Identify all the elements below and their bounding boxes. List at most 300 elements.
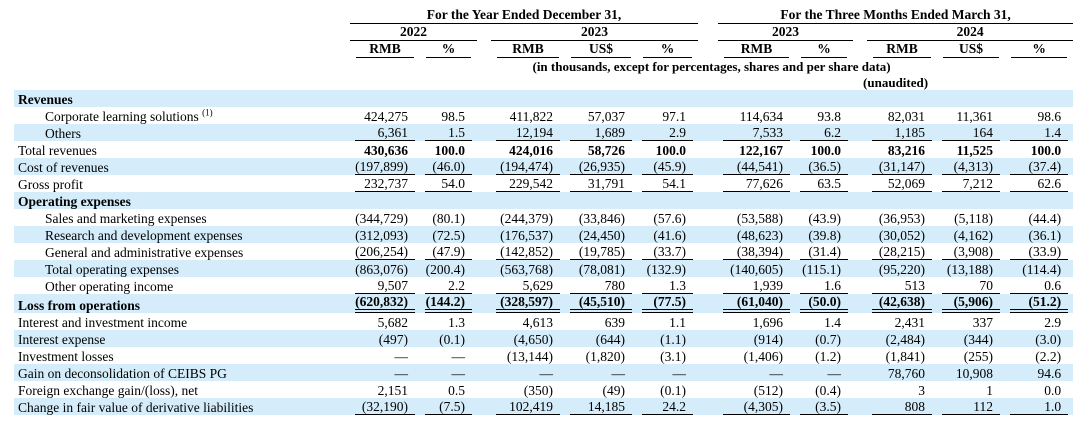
table-row	[14, 330, 1073, 347]
column-gap	[477, 141, 491, 158]
cell-value	[565, 192, 637, 209]
cell-value: 6,361	[350, 124, 420, 141]
column-gap	[477, 158, 491, 175]
cell-value: 639	[604, 315, 625, 330]
cell-value: (206,254)	[350, 243, 420, 260]
cell-value: 7,212	[937, 175, 1005, 192]
cell-value	[1005, 192, 1073, 209]
cell-value: 1.0	[1005, 398, 1073, 415]
cell-value: 98.5	[441, 109, 465, 124]
column-gap	[477, 243, 491, 260]
cell-value: 63.5	[795, 175, 853, 192]
row-label	[14, 209, 350, 226]
period-2023-year	[491, 24, 698, 41]
column-gap	[853, 192, 867, 209]
cell-value: (19,785)	[565, 243, 637, 260]
cell-value: (344,729)	[355, 211, 408, 226]
unaudited-row	[14, 74, 1073, 90]
cell-value: (13,188)	[946, 262, 994, 277]
cell-value: 54.0	[420, 175, 477, 192]
row-label	[14, 158, 350, 175]
column-gap	[853, 90, 867, 107]
cell-value: (142,852)	[491, 243, 565, 260]
col-2023y-pct: %	[637, 41, 698, 58]
row-label-text: Sales and marketing expenses	[45, 211, 207, 226]
cell-value: —	[672, 366, 687, 381]
table-row	[14, 398, 1073, 415]
cell-value: 1,939	[718, 277, 795, 294]
row-label-text: Revenues	[18, 92, 73, 107]
cell-value	[637, 90, 698, 107]
cell-value: 4,613	[522, 315, 553, 330]
year-section-title-text: For the Year Ended December 31,	[350, 7, 698, 24]
row-label-text: Research and development expenses	[45, 228, 243, 243]
cell-value: 0.5	[448, 383, 465, 398]
cell-value: (32,190)	[350, 398, 420, 415]
row-label-text: Cost of revenues	[18, 160, 109, 175]
cell-value: 98.6	[1037, 109, 1062, 124]
cell-value: (31,147)	[867, 158, 937, 175]
cell-value	[350, 90, 420, 107]
cell-value: 780	[565, 277, 637, 294]
cell-value: (3,908)	[937, 243, 1005, 260]
cell-value: 2.9	[1044, 315, 1062, 330]
units-note	[350, 58, 1073, 74]
cell-value: —	[451, 349, 465, 364]
cell-value: (0.4)	[815, 383, 842, 398]
row-label	[14, 243, 350, 260]
cell-value: (132.9)	[646, 262, 687, 277]
cell-value	[937, 90, 1005, 107]
cell-value: —	[827, 366, 842, 381]
cell-value: 10,908	[955, 366, 994, 381]
table-row	[14, 260, 1073, 277]
cell-value: (28,215)	[867, 243, 937, 260]
cell-value: (1,406)	[743, 349, 784, 364]
cell-value	[491, 90, 565, 107]
cell-value: (95,220)	[878, 262, 926, 277]
column-gap	[853, 381, 867, 398]
cell-value: (114.4)	[1022, 262, 1062, 277]
cell-value: 6.2	[795, 124, 853, 141]
column-gap	[698, 364, 718, 381]
cell-value: (620,832)	[350, 294, 420, 313]
row-label-text: Interest and investment income	[18, 315, 188, 330]
cell-value: 0.0	[1044, 383, 1062, 398]
cell-value: (4,313)	[937, 158, 1005, 175]
cell-value: (144.2)	[420, 294, 477, 313]
group-gap	[853, 41, 867, 58]
cell-value: (255)	[963, 349, 994, 364]
table-row	[14, 209, 1073, 226]
column-gap	[853, 243, 867, 260]
cell-value: 24.2	[637, 398, 698, 415]
row-label-text: General and administrative expenses	[45, 245, 244, 260]
column-gap	[698, 226, 718, 243]
cell-value: (140,605)	[730, 262, 784, 277]
cell-value: 1.6	[795, 277, 853, 294]
table-row	[14, 226, 1073, 243]
cell-value: (7.5)	[420, 398, 477, 415]
cell-value: 229,542	[491, 175, 565, 192]
cell-value: 93.8	[817, 109, 842, 124]
section-gap	[698, 24, 718, 41]
cell-value: (244,379)	[500, 211, 553, 226]
row-label-text: Gross profit	[18, 177, 83, 192]
table-row	[14, 175, 1073, 192]
cell-value: (350)	[523, 383, 553, 398]
cell-value: 100.0	[810, 143, 842, 158]
column-gap	[477, 107, 491, 124]
row-label-text: Foreign exchange gain/(loss), net	[18, 383, 198, 398]
column-gap	[698, 330, 718, 347]
cell-value: (36.5)	[795, 158, 853, 175]
cell-value: 2,151	[377, 383, 408, 398]
cell-value	[491, 192, 565, 209]
cell-value	[795, 192, 853, 209]
column-gap	[477, 175, 491, 192]
cell-value: 11,361	[956, 109, 994, 124]
table-row	[14, 192, 1073, 209]
column-gap	[477, 381, 491, 398]
cell-value: (344)	[963, 332, 994, 347]
col-2022-pct: %	[420, 41, 477, 58]
col-2023y-usd: US$	[565, 41, 637, 58]
cell-value: 70	[937, 277, 1005, 294]
cell-value: (38,394)	[718, 243, 795, 260]
period-row	[14, 24, 1073, 41]
cell-value: 164	[937, 124, 1005, 141]
cell-value: 337	[972, 315, 994, 330]
units-note-text: (in thousands, except for percentages, shares and per share data)	[532, 59, 891, 74]
column-gap	[477, 313, 491, 330]
cell-value: (5,906)	[937, 294, 1005, 313]
column-gap	[698, 90, 718, 107]
year-section-title	[350, 7, 698, 24]
cell-value: (50.0)	[795, 294, 853, 313]
table-row	[14, 381, 1073, 398]
cell-value: 77,626	[718, 175, 795, 192]
cell-value: (914)	[753, 332, 784, 347]
cell-value: (1.2)	[815, 349, 842, 364]
column-gap	[698, 347, 718, 364]
cell-value: 78,760	[887, 366, 926, 381]
cell-value	[867, 90, 937, 107]
cell-value: 9,507	[350, 277, 420, 294]
row-label-text: Investment losses	[18, 349, 114, 364]
cell-value: —	[611, 366, 625, 381]
cell-value: (3.1)	[660, 349, 687, 364]
table-row	[14, 277, 1073, 294]
cell-value: 1.4	[1005, 124, 1073, 141]
col-2024-rmb: RMB	[867, 41, 937, 58]
section-title-row	[14, 7, 1073, 24]
col-2024-pct: %	[1005, 41, 1073, 58]
cell-value: 411,822	[509, 109, 553, 124]
cell-value: (36,953)	[878, 211, 926, 226]
cell-value: (78,081)	[578, 262, 625, 277]
row-label-text: Loss from operations	[18, 298, 141, 313]
cell-value: 100.0	[655, 143, 687, 158]
cell-value: (45,510)	[565, 294, 637, 313]
col-2024-usd: US$	[937, 41, 1005, 58]
footnote-marker: (1)	[202, 107, 213, 118]
column-gap	[853, 260, 867, 277]
cell-value: (26,935)	[565, 158, 637, 175]
cell-value: —	[394, 349, 408, 364]
cell-value: 1	[986, 383, 994, 398]
cell-value: (33.7)	[637, 243, 698, 260]
cell-value: (30,052)	[878, 228, 926, 243]
group-gap	[477, 24, 491, 41]
row-label	[14, 313, 350, 330]
column-gap	[698, 260, 718, 277]
cell-value: (4,650)	[513, 332, 553, 347]
column-gap	[477, 192, 491, 209]
cell-value: 430,636	[364, 143, 408, 158]
cell-value: (2,484)	[885, 332, 926, 347]
table-row	[14, 294, 1073, 313]
cell-value: 57,037	[587, 109, 625, 124]
quarter-section-title-text: For the Three Months Ended March 31,	[718, 7, 1073, 24]
cell-value: (863,076)	[355, 262, 408, 277]
cell-value: 54.1	[637, 175, 698, 192]
cell-value: (328,597)	[491, 294, 565, 313]
row-label	[14, 364, 350, 381]
unaudited-text: (unaudited)	[863, 75, 929, 90]
cell-value: 424,275	[364, 109, 408, 124]
row-label	[14, 260, 350, 277]
cell-value: 513	[867, 277, 937, 294]
cell-value: 5,682	[377, 315, 408, 330]
cell-value: 1.3	[637, 277, 698, 294]
cell-value: 1.1	[669, 315, 687, 330]
cell-value: 3	[918, 383, 926, 398]
cell-value	[420, 90, 477, 107]
period-label: 2023	[491, 24, 698, 41]
units-note-row	[14, 58, 1073, 74]
row-label-text: Interest expense	[18, 332, 106, 347]
cell-value: (512)	[753, 383, 784, 398]
cell-value: 97.1	[662, 109, 687, 124]
cell-value: (45.9)	[637, 158, 698, 175]
cell-value: (57.6)	[653, 211, 687, 226]
row-label	[14, 294, 350, 313]
column-gap	[698, 398, 718, 415]
column-gap	[853, 330, 867, 347]
cell-value: (36.1)	[1028, 228, 1062, 243]
cell-value	[937, 192, 1005, 209]
cell-value: 14,185	[565, 398, 637, 415]
row-label	[14, 226, 350, 243]
row-label	[14, 107, 350, 124]
cell-value: (312,093)	[355, 228, 408, 243]
group-gap	[477, 41, 491, 58]
cell-value: (49)	[602, 383, 625, 398]
cell-value: 83,216	[887, 143, 926, 158]
row-label	[14, 141, 350, 158]
row-label	[14, 192, 350, 209]
section-gap	[698, 41, 718, 58]
group-gap	[853, 24, 867, 41]
cell-value: 102,419	[491, 398, 565, 415]
cell-value: (37.4)	[1005, 158, 1073, 175]
column-gap	[477, 226, 491, 243]
period-2022	[350, 24, 477, 41]
cell-value: 58,726	[587, 143, 625, 158]
cell-value: (53,588)	[736, 211, 784, 226]
cell-value: (200.4)	[425, 262, 465, 277]
row-label-text: Others	[45, 126, 81, 141]
cell-value: 112	[937, 398, 1005, 415]
cell-value: 100.0	[434, 143, 465, 158]
cell-value: 11,525	[956, 143, 994, 158]
cell-value: (61,040)	[718, 294, 795, 313]
cell-value: 82,031	[887, 109, 926, 124]
table-header	[14, 7, 1073, 90]
cell-value: 2,431	[894, 315, 926, 330]
col-2023q-rmb: RMB	[718, 41, 795, 58]
cell-value	[637, 192, 698, 209]
table-row	[14, 107, 1073, 124]
cell-value: (77.5)	[637, 294, 698, 313]
cell-value: 1.5	[420, 124, 477, 141]
cell-value: 232,737	[350, 175, 420, 192]
row-label-text: Gain on deconsolidation of CEIBS PG	[18, 366, 227, 381]
cell-value: 808	[867, 398, 937, 415]
label-column-spacer	[14, 58, 350, 74]
col-2023q-pct: %	[795, 41, 853, 58]
column-gap	[698, 158, 718, 175]
unaudited-spacer	[14, 74, 718, 90]
table-row	[14, 313, 1073, 330]
cell-value: (24,450)	[578, 228, 625, 243]
cell-value: (39.8)	[808, 228, 842, 243]
row-label	[14, 175, 350, 192]
cell-value: (115.1)	[802, 262, 842, 277]
period-label: 2023	[718, 24, 853, 41]
column-gap	[477, 294, 491, 313]
cell-value: —	[451, 366, 465, 381]
label-column-spacer	[14, 24, 350, 41]
cell-value: (0.7)	[815, 332, 842, 347]
cell-value: 12,194	[491, 124, 565, 141]
cell-value: (43.9)	[808, 211, 842, 226]
cell-value: 114,634	[739, 109, 784, 124]
row-label	[14, 90, 350, 107]
cell-value: 122,167	[739, 143, 784, 158]
row-label-text: Operating expenses	[18, 194, 131, 209]
cell-value: 424,016	[509, 143, 553, 158]
column-gap	[477, 364, 491, 381]
cell-value: (48,623)	[736, 228, 784, 243]
cell-value: (51.2)	[1005, 294, 1073, 313]
table-row	[14, 158, 1073, 175]
table-row	[14, 347, 1073, 364]
cell-value: (31.4)	[795, 243, 853, 260]
cell-value	[867, 192, 937, 209]
cell-value	[1005, 90, 1073, 107]
cell-value	[718, 90, 795, 107]
cell-value: 1,185	[867, 124, 937, 141]
column-gap	[698, 175, 718, 192]
cell-value	[718, 192, 795, 209]
column-gap	[698, 243, 718, 260]
column-gap	[477, 330, 491, 347]
cell-value: (72.5)	[432, 228, 465, 243]
cell-value: (80.1)	[432, 211, 465, 226]
column-gap	[698, 107, 718, 124]
cell-value: (3.5)	[795, 398, 853, 415]
row-label-text: Total operating expenses	[45, 262, 180, 277]
cell-value	[350, 192, 420, 209]
label-column-spacer	[14, 7, 350, 24]
unaudited-note	[718, 74, 1073, 90]
cell-value: (33.9)	[1005, 243, 1073, 260]
period-label: 2024	[867, 24, 1073, 41]
cell-value: 1.4	[824, 315, 842, 330]
cell-value: —	[539, 366, 553, 381]
table-row	[14, 90, 1073, 107]
cell-value: —	[769, 366, 784, 381]
cell-value: (0.1)	[439, 332, 465, 347]
cell-value: 2.2	[420, 277, 477, 294]
currency-header-row	[14, 41, 1073, 58]
row-label	[14, 398, 350, 415]
cell-value: 1,696	[752, 315, 784, 330]
column-gap	[853, 209, 867, 226]
period-label: 2022	[350, 24, 477, 41]
cell-value: (47.9)	[420, 243, 477, 260]
column-gap	[853, 364, 867, 381]
column-gap	[853, 124, 867, 141]
col-2023y-rmb: RMB	[491, 41, 565, 58]
row-label-text: Change in fair value of derivative liabilities	[18, 400, 254, 415]
quarter-section-title	[718, 7, 1073, 24]
period-2023-quarter	[718, 24, 853, 41]
cell-value: 7,533	[718, 124, 795, 141]
cell-value: (644)	[595, 332, 625, 347]
financial-results-table	[14, 7, 1073, 415]
row-label	[14, 381, 350, 398]
cell-value: (1,820)	[585, 349, 625, 364]
cell-value: (46.0)	[420, 158, 477, 175]
column-gap	[853, 175, 867, 192]
cell-value: (2.2)	[1035, 349, 1062, 364]
period-2024	[867, 24, 1073, 41]
cell-value: —	[394, 366, 408, 381]
cell-value: 100.0	[1030, 143, 1062, 158]
row-label	[14, 277, 350, 294]
table-body	[14, 90, 1073, 415]
column-gap	[698, 124, 718, 141]
col-2022-rmb: RMB	[350, 41, 420, 58]
cell-value: (4,162)	[953, 228, 994, 243]
column-gap	[698, 192, 718, 209]
column-gap	[853, 141, 867, 158]
cell-value: 2.9	[637, 124, 698, 141]
cell-value: 5,629	[491, 277, 565, 294]
row-label-text: Other operating income	[45, 279, 174, 294]
cell-value: (1.1)	[660, 332, 687, 347]
cell-value: 31,791	[565, 175, 637, 192]
cell-value: (497)	[378, 332, 408, 347]
column-gap	[477, 124, 491, 141]
cell-value: 62.6	[1005, 175, 1073, 192]
column-gap	[477, 347, 491, 364]
column-gap	[698, 294, 718, 313]
label-column-spacer	[14, 41, 350, 58]
